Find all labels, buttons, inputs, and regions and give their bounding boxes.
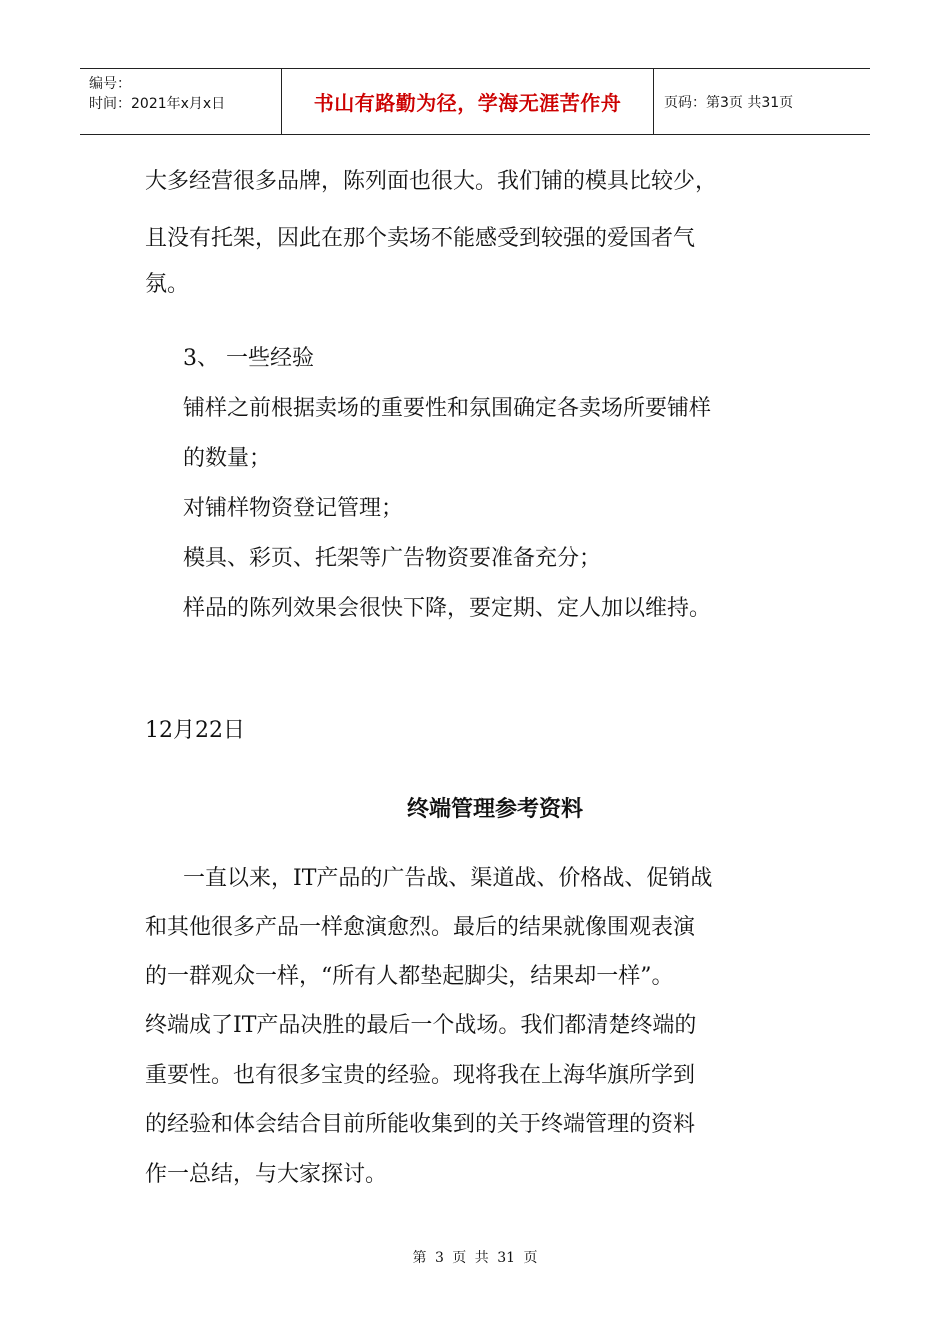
list-item: 样品的陈列效果会很快下降，要定期、定人加以维持。 xyxy=(183,596,712,621)
paragraph-line: 一直以来，IT产品的广告战、渠道战、价格战、促销战 xyxy=(183,866,713,891)
list-item: 的数量； xyxy=(183,446,272,471)
section-heading: 3、 一些经验 xyxy=(183,346,314,371)
date-line: 12月22日 xyxy=(145,718,245,743)
body-line: 大多经营很多品牌，陈列面也很大。我们铺的模具比较少， xyxy=(145,169,718,194)
list-item: 铺样之前根据卖场的重要性和氛围确定各卖场所要铺样 xyxy=(183,396,712,421)
paragraph-line: 重要性。也有很多宝贵的经验。现将我在上海华旗所学到 xyxy=(145,1063,696,1088)
paragraph-line: 终端成了IT产品决胜的最后一个战场。我们都清楚终端的 xyxy=(145,1013,697,1038)
list-item: 对铺样物资登记管理； xyxy=(183,496,404,521)
header-meta xyxy=(80,69,282,134)
page-footer: 第 3 页 共 31 页 xyxy=(412,1250,538,1266)
paragraph-line: 的一群观众一样，“所有人都垫起脚尖，结果却一样”。 xyxy=(145,964,674,989)
header-page-info: 页码：第3页 共31页 xyxy=(664,94,794,111)
page-header xyxy=(80,68,870,135)
header-motto: 书山有路勤为径，学海无涯苦作舟 xyxy=(282,69,654,134)
paragraph-line: 作一总结，与大家探讨。 xyxy=(145,1162,388,1187)
paragraph-line: 和其他很多产品一样愈演愈烈。最后的结果就像围观表演 xyxy=(145,915,696,940)
list-item: 模具、彩页、托架等广告物资要准备充分； xyxy=(183,546,602,571)
time-label: 时间：2021年x月x日 xyxy=(89,96,226,112)
code-label: 编号： xyxy=(89,76,131,92)
body-line: 且没有托架，因此在那个卖场不能感受到较强的爱国者气 xyxy=(145,226,696,251)
article-title: 终端管理参考资料 xyxy=(406,797,583,822)
body-line: 氛。 xyxy=(145,272,190,297)
paragraph-line: 的经验和体会结合目前所能收集到的关于终端管理的资料 xyxy=(145,1112,696,1137)
